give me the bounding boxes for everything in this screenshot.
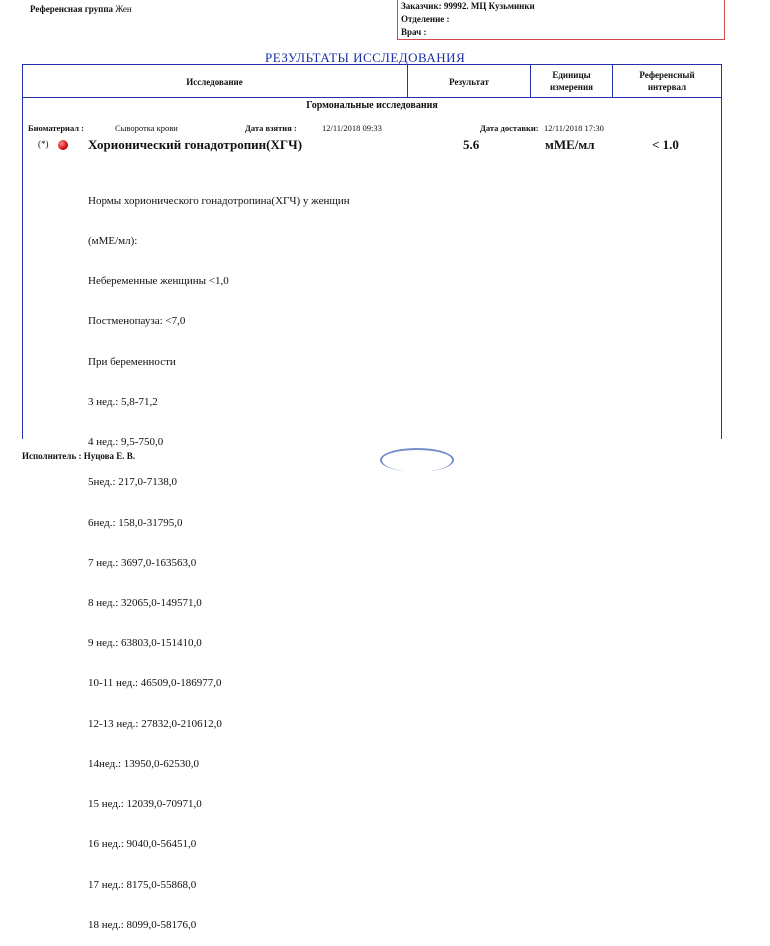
note-line: 18 нед.: 8099,0-58176,0 [88,918,197,931]
header-ref-line1: Референсный [639,70,695,80]
test-reference: < 1.0 [652,137,679,152]
reference-group-value: Жен [115,4,132,14]
stamp-seal [380,448,454,472]
biomaterial-value: Сыворотка крови [115,123,178,133]
header-ref-line2: интервал [647,82,687,92]
header-units-line1: Единицы [552,70,591,80]
note-line: 5нед.: 217,0-7138,0 [88,476,177,489]
note-line: (мМЕ/мл): [88,235,138,248]
section-title: Гормональные исследования [306,100,438,111]
doctor-line: Врач : [401,27,427,37]
flag-bullet-icon [58,140,68,150]
header-units [531,69,612,93]
reference-notes [88,168,350,946]
note-line: 16 нед.: 9040,0-56451,0 [88,838,197,851]
customer-line: Заказчик: 99992. МЦ Кузьминки [401,1,535,11]
delivered-label: Дата доставки: [480,123,539,133]
note-line: 3 нед.: 5,8-71,2 [88,395,158,408]
delivered-value: 12/11/2018 17:30 [544,123,604,133]
page-title: РЕЗУЛЬТАТЫ ИССЛЕДОВАНИЯ [265,50,466,65]
test-result: 5.6 [463,137,480,152]
taken-value: 12/11/2018 09:33 [322,123,382,133]
note-line: 9 нед.: 63803,0-151410,0 [88,637,202,650]
note-line: 12-13 нед.: 27832,0-210612,0 [88,717,222,730]
note-line: Небеременные женщины <1,0 [88,275,229,288]
note-line: Постменопауза: <7,0 [88,315,186,328]
header-ref [613,69,721,93]
client-info-box [397,0,725,40]
note-line: 6нед.: 158,0-31795,0 [88,516,183,529]
department-line: Отделение : [401,14,450,24]
test-unit: мМЕ/мл [545,137,595,152]
header-units-line2: измерения [549,82,594,92]
reference-group [30,4,132,14]
note-line: Нормы хорионического гонадотропина(ХГЧ) у женщин [88,194,350,207]
header-study: Исследование [186,77,243,87]
reference-group-label: Референсная группа [30,4,114,14]
note-line: 8 нед.: 32065,0-149571,0 [88,597,202,609]
note-line: 4 нед.: 9,5-750,0 [88,436,164,449]
biomaterial-label: Биоматериал : [28,123,84,133]
note-line: При беременности [88,355,176,368]
test-flag: (*) [38,139,49,149]
note-line: 7 нед.: 3697,0-163563,0 [88,556,197,569]
header-result: Результат [449,77,489,87]
taken-label: Дата взятия : [245,123,297,133]
test-name: Хорионический гонадотропин(ХГЧ) [88,137,303,152]
performer-line: Исполнитель : Нуцова Е. В. [22,451,136,461]
note-line: 15 нед.: 12039,0-70971,0 [88,798,202,811]
note-line: 14нед.: 13950,0-62530,0 [88,757,199,770]
note-line: 17 нед.: 8175,0-55868,0 [88,878,197,891]
note-line: 10-11 нед.: 46509,0-186977,0 [88,677,222,690]
